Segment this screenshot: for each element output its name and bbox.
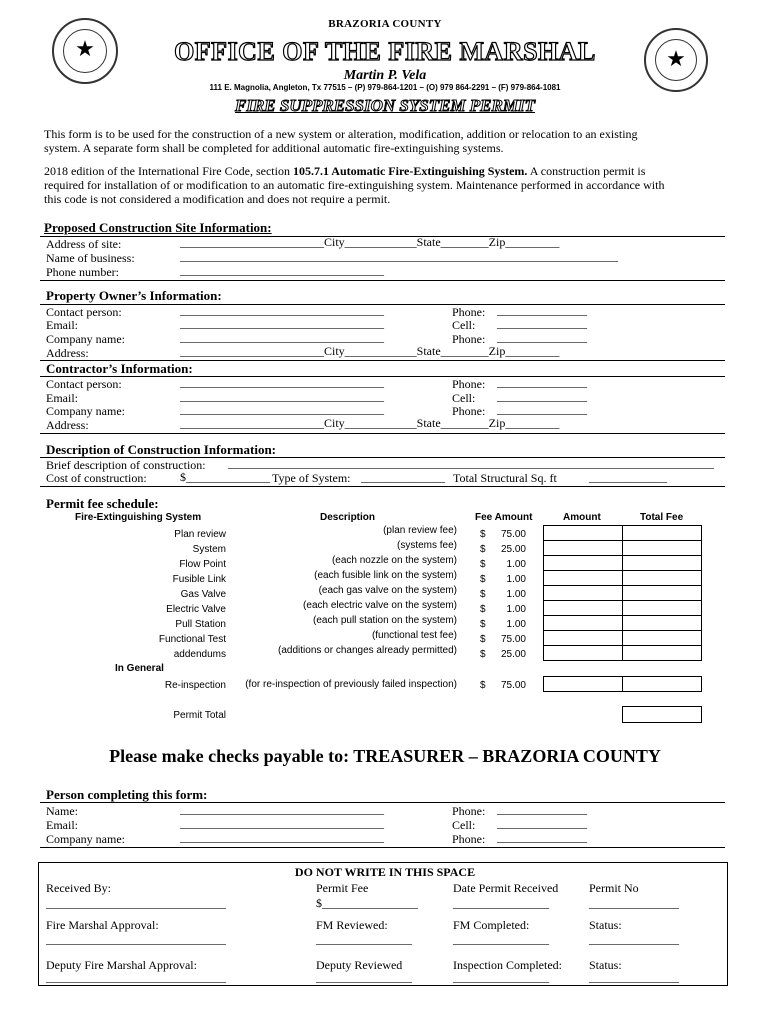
fm-reviewed-field[interactable]: ________________ <box>316 932 412 946</box>
fee-col-amount: Amount <box>563 512 601 523</box>
permit-total-input[interactable] <box>622 706 702 723</box>
status-label-2: Status: <box>589 958 622 972</box>
total-fee-input[interactable] <box>622 600 702 616</box>
fee-currency: $ <box>480 559 486 570</box>
fee-amount: 25.00 <box>500 649 526 660</box>
contractor-cell-field[interactable]: _______________ <box>497 389 587 403</box>
total-fee-input[interactable] <box>622 555 702 571</box>
fee-item: Fusible Link <box>172 574 226 585</box>
owner-company-label: Company name: <box>46 332 125 346</box>
amount-input[interactable] <box>543 676 623 692</box>
star-icon: ★ <box>666 46 686 71</box>
owner-phone2-field[interactable]: _______________ <box>497 330 587 344</box>
permit-fee-label: Permit Fee <box>316 881 369 895</box>
fee-currency: $ <box>480 634 486 645</box>
contractor-phone2-field[interactable]: _______________ <box>497 402 587 416</box>
system-type-label: Type of System: <box>272 471 351 485</box>
owner-email-field[interactable]: __________________________________ <box>180 316 384 330</box>
permit-no-label: Permit No <box>589 881 639 895</box>
fee-item: Gas Valve <box>180 589 226 600</box>
owner-address-label: Address: <box>46 346 89 360</box>
site-address-field[interactable]: ________________________City____________State________Zip_________ <box>180 235 560 249</box>
person-name-label: Name: <box>46 804 78 818</box>
fee-heading: Permit fee schedule: <box>46 496 159 511</box>
site-business-field[interactable]: _________________________________________________________________________ <box>180 249 618 263</box>
person-email-field[interactable]: __________________________________ <box>180 816 384 830</box>
fee-amount: 25.00 <box>500 544 526 555</box>
date-received-field[interactable]: ________________ <box>453 896 549 910</box>
person-phone-field[interactable]: _______________ <box>497 802 587 816</box>
fee-amount: 75.00 <box>500 634 526 645</box>
owner-address-field[interactable]: ________________________City____________State________Zip_________ <box>180 344 560 358</box>
fee-currency: $ <box>480 649 486 660</box>
office-address: 111 E. Magnolia, Angleton, Tx 77515 – (P) 979-864-1201 – (O) 979 864-2291 – (F) 979-864-1081 <box>209 83 561 92</box>
received-by-field[interactable]: ______________________________ <box>46 896 226 910</box>
deputy-approval-label: Deputy Fire Marshal Approval: <box>46 958 197 972</box>
fee-col-total: Total Fee <box>640 512 684 523</box>
owner-phone-field[interactable]: _______________ <box>497 303 587 317</box>
contractor-email-label: Email: <box>46 391 78 405</box>
total-fee-input[interactable] <box>622 585 702 601</box>
office-title: OFFICE OF THE FIRE MARSHAL <box>174 37 596 66</box>
deputy-reviewed-label: Deputy Reviewed <box>316 958 403 972</box>
fee-item: addendums <box>173 649 226 660</box>
checks-payable: Please make checks payable to: TREASURER – BRAZORIA COUNTY <box>109 746 661 766</box>
status-label: Status: <box>589 918 622 932</box>
permit-fee-field[interactable]: $________________ <box>316 896 418 910</box>
system-type-field[interactable]: ______________ <box>361 470 445 484</box>
fee-description: (each pull station on the system) <box>313 615 457 626</box>
fee-currency: $ <box>480 589 486 600</box>
fm-approval-label: Fire Marshal Approval: <box>46 918 159 932</box>
amount-input[interactable] <box>543 600 623 616</box>
total-fee-input[interactable] <box>622 540 702 556</box>
amount-input[interactable] <box>543 555 623 571</box>
brief-description-field[interactable]: _________________________________________________________________________________ <box>228 456 714 470</box>
amount-input[interactable] <box>543 525 623 541</box>
construction-heading: Description of Construction Information: <box>46 442 277 457</box>
fee-item: Electric Valve <box>166 604 226 615</box>
total-fee-input[interactable] <box>622 676 702 692</box>
amount-input[interactable] <box>543 570 623 586</box>
person-cell-field[interactable]: _______________ <box>497 816 587 830</box>
person-company-field[interactable]: __________________________________ <box>180 830 384 844</box>
person-name-field[interactable]: __________________________________ <box>180 802 384 816</box>
fee-item: Plan review <box>174 529 226 540</box>
status-field-2[interactable]: _______________ <box>589 970 679 984</box>
fm-completed-field[interactable]: ________________ <box>453 932 549 946</box>
intro-line-2: system. A separate form shall be completed for additional automatic fire-extinguishing systems. <box>44 141 504 155</box>
inspection-completed-label: Inspection Completed: <box>453 958 562 972</box>
ifc-text-a: 2018 edition of the International Fire Code, section <box>44 164 293 178</box>
sqft-label: Total Structural Sq. ft <box>453 471 557 485</box>
fee-col-fee-amount: Fee Amount <box>475 512 533 523</box>
contractor-heading: Contractor’s Information: <box>46 361 193 376</box>
person-email-label: Email: <box>46 818 78 832</box>
amount-input[interactable] <box>543 645 623 661</box>
fee-currency: $ <box>480 619 486 630</box>
person-phone2-field[interactable]: _______________ <box>497 830 587 844</box>
fee-amount: 75.00 <box>500 680 526 691</box>
fee-description: (each nozzle on the system) <box>331 555 457 566</box>
contractor-contact-field[interactable]: __________________________________ <box>180 375 384 389</box>
contractor-phone-label: Phone: <box>452 377 486 391</box>
deputy-reviewed-field[interactable]: ________________ <box>316 970 412 984</box>
contractor-cell-label: Cell: <box>452 391 476 405</box>
fee-currency: $ <box>480 604 486 615</box>
fm-completed-label: FM Completed: <box>453 918 530 932</box>
person-company-label: Company name: <box>46 832 125 846</box>
status-field[interactable]: _______________ <box>589 932 679 946</box>
star-icon: ★ <box>75 36 95 61</box>
cost-field[interactable]: $______________ <box>180 470 270 484</box>
deputy-approval-field[interactable]: ______________________________ <box>46 970 226 984</box>
owner-phone-label: Phone: <box>452 305 486 319</box>
amount-input[interactable] <box>543 615 623 631</box>
ifc-line-3: this code is not considered a modification and does not require a permit. <box>44 192 391 206</box>
ifc-section: 105.7.1 Automatic Fire-Extinguishing System. <box>292 164 528 178</box>
permit-total-label: Permit Total <box>173 710 226 721</box>
amount-input[interactable] <box>543 585 623 601</box>
intro-line-1: This form is to be used for the construction of a new system or alteration, modification, addition or relocation to an existing <box>44 127 638 141</box>
site-phone-label: Phone number: <box>46 265 119 279</box>
fee-description: (systems fee) <box>396 540 457 551</box>
permit-no-field[interactable]: _______________ <box>589 896 679 910</box>
person-heading: Person completing this form: <box>46 787 208 802</box>
site-heading: Proposed Construction Site Information: <box>44 220 272 235</box>
owner-cell-field[interactable]: _______________ <box>497 316 587 330</box>
contractor-phone2-label: Phone: <box>452 404 486 418</box>
office-use-title: DO NOT WRITE IN THIS SPACE <box>294 865 476 879</box>
fee-currency: $ <box>480 529 486 540</box>
fee-description: (plan review fee) <box>383 525 457 536</box>
fee-currency: $ <box>480 574 486 585</box>
total-fee-input[interactable] <box>622 615 702 631</box>
site-address-label: Address of site: <box>46 237 122 251</box>
amount-input[interactable] <box>543 630 623 646</box>
fm-approval-field[interactable]: ______________________________ <box>46 932 226 946</box>
owner-email-label: Email: <box>46 318 78 332</box>
fee-currency: $ <box>480 680 486 691</box>
fee-amount: 1.00 <box>506 589 526 600</box>
fee-description: (each electric valve on the system) <box>303 600 457 611</box>
cost-label: Cost of construction: <box>46 471 147 485</box>
marshal-name: Martin P. Vela <box>343 68 427 83</box>
fee-description: (for re-inspection of previously failed inspection) <box>245 679 457 690</box>
fee-description: (each gas valve on the system) <box>318 585 457 596</box>
fee-amount: 75.00 <box>500 529 526 540</box>
in-general-label: In General <box>115 663 164 674</box>
fee-item: System <box>192 544 226 555</box>
received-by-label: Received By: <box>46 881 111 895</box>
fee-description: (each fusible link on the system) <box>314 570 457 581</box>
fee-item: Re-inspection <box>164 680 226 691</box>
contractor-address-field[interactable]: ________________________City____________State________Zip_________ <box>180 416 560 430</box>
person-cell-label: Cell: <box>452 818 476 832</box>
owner-phone2-label: Phone: <box>452 332 486 346</box>
fee-amount: 1.00 <box>506 604 526 615</box>
site-phone-field[interactable]: __________________________________ <box>180 263 384 277</box>
owner-company-field[interactable]: __________________________________ <box>180 330 384 344</box>
fee-amount: 1.00 <box>506 619 526 630</box>
fee-currency: $ <box>480 544 486 555</box>
total-fee-input[interactable] <box>622 630 702 646</box>
total-fee-input[interactable] <box>622 645 702 661</box>
county-name: BRAZORIA COUNTY <box>328 18 442 30</box>
fee-description: (functional test fee) <box>371 630 457 641</box>
contractor-contact-label: Contact person: <box>46 377 122 391</box>
owner-cell-label: Cell: <box>452 318 476 332</box>
fm-reviewed-label: FM Reviewed: <box>316 918 388 932</box>
owner-contact-field[interactable]: __________________________________ <box>180 303 384 317</box>
permit-title: FIRE SUPPRESSION SYSTEM PERMIT <box>235 96 535 115</box>
sqft-field[interactable]: _____________ <box>589 470 667 484</box>
total-fee-input[interactable] <box>622 525 702 541</box>
ifc-text-b: A construction permit is <box>527 164 646 178</box>
ifc-line-2: required for installation of or modification to an automatic fire-extinguishing system. Maintenance performed in accordance with <box>44 178 665 192</box>
fee-description: (additions or changes already permitted) <box>278 645 457 656</box>
owner-contact-label: Contact person: <box>46 305 122 319</box>
contractor-address-label: Address: <box>46 418 89 432</box>
person-phone-label: Phone: <box>452 804 486 818</box>
owner-heading: Property Owner’s Information: <box>46 288 222 303</box>
contractor-email-field[interactable]: __________________________________ <box>180 389 384 403</box>
fee-col-description: Description <box>320 512 376 523</box>
amount-input[interactable] <box>543 540 623 556</box>
person-phone2-label: Phone: <box>452 832 486 846</box>
contractor-company-field[interactable]: __________________________________ <box>180 402 384 416</box>
seal-right-label <box>0 0 15 1</box>
date-received-label: Date Permit Received <box>453 881 559 895</box>
fee-item: Flow Point <box>179 559 226 570</box>
fee-item: Functional Test <box>158 634 226 645</box>
fee-item: Pull Station <box>175 619 226 630</box>
contractor-phone-field[interactable]: _______________ <box>497 375 587 389</box>
fee-amount: 1.00 <box>506 559 526 570</box>
brief-description-label: Brief description of construction: <box>46 458 206 472</box>
fee-amount: 1.00 <box>506 574 526 585</box>
fee-col-system: Fire-Extinguishing System <box>75 512 202 523</box>
total-fee-input[interactable] <box>622 570 702 586</box>
contractor-company-label: Company name: <box>46 404 125 418</box>
inspection-completed-field[interactable]: ________________ <box>453 970 549 984</box>
site-business-label: Name of business: <box>46 251 135 265</box>
ifc-line-1 <box>44 164 645 179</box>
